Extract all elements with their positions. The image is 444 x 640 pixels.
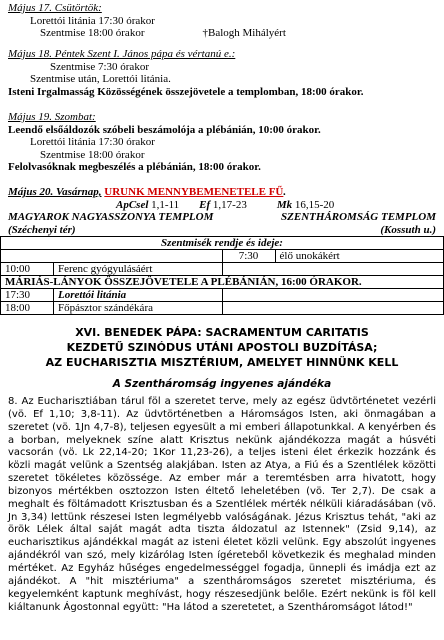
article-subtitle: A Szentháromság ingyenes ajándéka [112, 378, 332, 390]
table-row [1, 289, 444, 302]
schedule-line [8, 27, 286, 40]
mass-time: 17:30 [1, 289, 54, 302]
mass-intention: Lorettói litánia [54, 289, 223, 302]
table-row [1, 302, 444, 315]
church-left: MAGYAROK NAGYASSZONYA TEMPLOM [8, 211, 214, 223]
schedule-line: Lorettói litánia 17:30 órakor [30, 136, 155, 148]
mass-time: 18:00 [1, 302, 54, 315]
church-right: SZENTHÁROMSÁG TEMPLOM [281, 211, 436, 223]
article-title-line: XVI. BENEDEK PÁPA: SACRAMENTUM CARITATIS [75, 326, 369, 339]
mass-time: 7:30 [223, 250, 276, 262]
mass-intention: Főpásztor szándékára [54, 302, 223, 315]
schedule-line: Isteni Irgalmasság Közösségének összejövetele a templomban, 18:00 órakor. [8, 85, 364, 98]
schedule-may18 [8, 48, 364, 98]
day-heading: Május 18. Péntek Szent I. János pápa és vértanú e.: [8, 48, 236, 60]
locations-line [8, 224, 436, 237]
table-header: Szentmisék rendje és ideje: [1, 237, 444, 250]
table-row [1, 237, 444, 250]
schedule-line: Szentmise után, Lorettói litánia. [30, 73, 171, 85]
location-right: (Kossuth u.) [380, 223, 436, 236]
reading-ref: 1,17-23 [212, 198, 247, 211]
location-left: (Széchenyi tér) [8, 223, 76, 236]
reading-label: ApCsel [116, 198, 149, 211]
mass-intention: élő unokákért [279, 250, 340, 262]
day-heading: Május 20. Vasárnap, [8, 186, 102, 198]
article-body: 8. Az Eucharisztiában tárul föl a szeretet terve, mely az egész üdvtörténetet vezérli (vö. Ef 1,10; 3,8-11). Az üdvtörténetben a Háromságos Isten, aki önmagában a szeretet (vö. 1Jn 4,7-8), teljesen egyesült a mi emberi állapotunkkal. A kenyérben és a borban, melyeknek színe alatt Krisztus nekünk ajándékozza magát a húsvéti vacsorán (vö. Lk 22,14-20; 1Kor 11,23-26), a teljes isteni élet érkezik hozzánk és közli magát velünk a Szentség alakjában. Isten az Atya, a Fiú és a Szentlélek közötti szeretet tökéletes közössége. Az ember már a teremtésben arra hivatott, hogy bizonyos mértékben osztozzon Isten éltető leheletében (vö. Ter 2,7). De csak a meghalt és föltámadott Krisztusban és a Szentlélek mérték nélküli kiáradásában (vö. Jn 3,34) lettünk részesei Isten legmélyebb valóságának. Jézus Krisztus tehát, "aki az örök Lélek által saját magát adta tiszta áldozatul az Istennek" (Zsid 9,14), az eucharisztikus ajándékkal magát az isteni életet közli velünk. Egy abszolút ingyenes ajándékról van szó, mely kizárólag Isten ígéreteből következik és meghalad minden mértéket. Az Egyház hűséges engedelmességgel fogadja, ünnepli és imádja ezt az ajándékot. A "hit misztériuma" a szentháromságos szeretet misztériuma, és kegyelemként kaptunk meghívást, hogy részesedjünk belőle. Ezért nekünk is föl kell kiáltanunk Ágostonnal együtt: "Ha látod a szeretetet, a Szentháromságot látod!" [8, 396, 436, 613]
reading-ref: 16,15-20 [294, 198, 335, 211]
schedule-line: Szentmise 18:00 órakor [40, 148, 145, 161]
day-heading: Május 17. Csütörtök: [8, 2, 102, 14]
schedule-may17 [8, 2, 286, 40]
day-heading-line [8, 186, 436, 199]
table-row [1, 263, 444, 276]
reading-label: Mk [276, 198, 293, 211]
schedule-may20 [8, 186, 436, 236]
table-row [1, 250, 444, 263]
mass-intention: Ferenc gyógyulásáért [54, 263, 223, 276]
day-heading: Május 19. Szombat: [8, 111, 96, 123]
churches-line [8, 211, 436, 224]
article-title-line: AZ EUCHARISZTIA MISZTÉRIUM, AMELYET HINNÜNK KELL [45, 356, 399, 369]
schedule-line: Lorettói litánia 17:30 órakor [30, 14, 155, 27]
feast-dot: . [283, 186, 287, 198]
mass-time: 10:00 [1, 263, 54, 276]
mass-schedule-table [0, 236, 444, 315]
schedule-line-text: Szentmise 18:00 órakor [40, 27, 145, 39]
feast-name: URUNK MENNYBEMENETELE FŰ [104, 186, 284, 198]
schedule-may19 [8, 111, 321, 174]
table-row [1, 276, 444, 289]
schedule-line: Felolvasóknak megbeszélés a plébánián, 18:00 órakor. [8, 161, 261, 173]
schedule-line: Leendő elsőáldozók szóbeli beszámolója a plébánián, 10:00 órakor. [8, 123, 321, 136]
meeting-notice: MÁRIÁS-LÁNYOK ÖSSZEJÖVETELE A PLÉBÁNIÁN, 16:00 ÓRAKOR. [1, 276, 444, 289]
reading-ref: 1,1-11 [151, 198, 180, 211]
schedule-line: Szentmise 7:30 órakor [50, 60, 149, 73]
intention-note: †Balogh Mihályért [202, 27, 286, 39]
article-title-line: KEZDETŰ SZINÓDUS UTÁNI APOSTOLI BUZDÍTÁSA; [66, 341, 378, 354]
reading-label: Ef [199, 198, 211, 211]
readings-line [8, 199, 436, 212]
